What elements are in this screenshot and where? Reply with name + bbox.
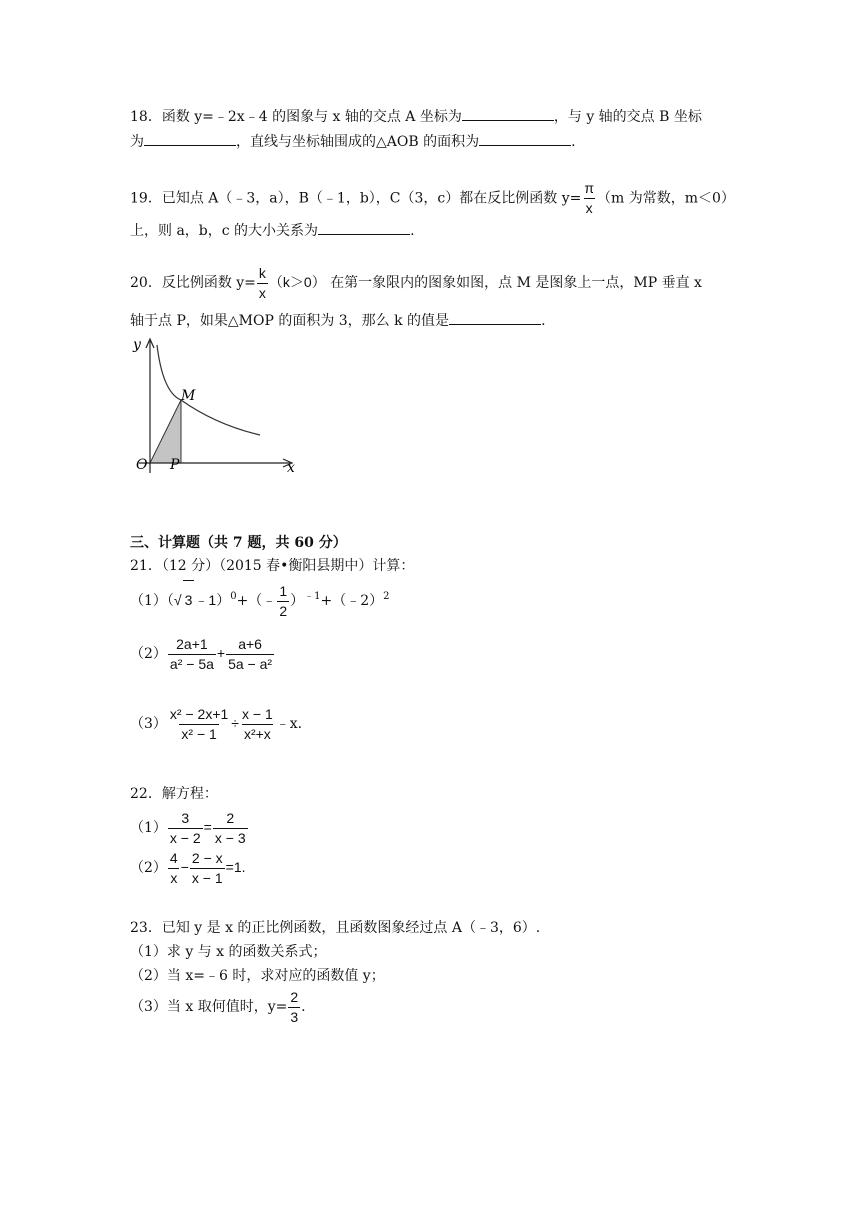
q21-1-plus2: +（﹣2）: [320, 593, 384, 609]
q21-3-num1: x² − 2x+1: [169, 705, 229, 722]
label-p: P: [170, 457, 180, 473]
q18-answer-blank-b[interactable]: [144, 131, 236, 146]
q19-text3: 上，则 a，b，c 的大小关系为: [130, 223, 319, 239]
q22-1-num1: 3: [181, 809, 190, 826]
q21-2-den2: 5a − a²: [228, 655, 273, 672]
label-m: M: [181, 388, 196, 404]
q19-fraction: [582, 180, 596, 217]
q20-line1: [130, 264, 702, 302]
q20-text2: 在第一象限内的图象如图，点 M 是图象上一点，MP 垂直 x: [330, 275, 702, 291]
q23-item2: （2）当 x=﹣6 时，求对应的函数值 y；: [130, 968, 385, 984]
q18-answer-blank-a[interactable]: [462, 106, 554, 121]
q21-3-den2: x²+x: [243, 725, 271, 742]
label-o: O: [136, 457, 148, 473]
q19-line1: [130, 180, 735, 217]
q23-3-num: 2: [290, 988, 299, 1005]
q19-text: 19．已知点 A（﹣3，a），B（﹣1，b），C（3，c）都在反比例函数 y=: [130, 190, 582, 207]
q21-3-den1: x² − 1: [181, 725, 217, 742]
q21-3-fraction1: [168, 706, 230, 743]
q20-condition: （k＞0）: [268, 274, 326, 290]
q22-2-den1: x: [170, 869, 178, 886]
q18-line1: [130, 106, 702, 127]
q21-2-den1: a² − 5a: [169, 655, 214, 672]
q22-item1: [130, 808, 249, 847]
q21-1-exp0: 0: [230, 591, 237, 602]
q21-2-fraction2: [226, 636, 274, 673]
q21-1-radicand: 3: [183, 580, 195, 619]
q22-2-fraction2: [190, 850, 225, 887]
q22-item2: [130, 848, 246, 887]
q20-graph-figure: [125, 333, 310, 478]
q22-2-num1: 4: [169, 849, 178, 866]
q21-2-label: （2）: [130, 646, 167, 662]
q19-answer-blank[interactable]: [318, 220, 410, 235]
q21-3-op: ÷: [231, 715, 239, 731]
q21-head: 21．（12 分）（2015 春•衡阳县期中）计算：: [130, 558, 415, 574]
q22-2-num2: 2 − x: [191, 849, 223, 866]
q21-2-op: +: [216, 645, 226, 661]
q22-1-fraction2: [213, 810, 248, 847]
q18-answer-blank-area[interactable]: [479, 131, 571, 146]
q23-head: 23．已知 y 是 x 的正比例函数，且函数图象经过点 A（﹣3，6）.: [130, 920, 541, 936]
q21-item3: [130, 704, 302, 743]
q21-1-close: ）: [216, 592, 231, 608]
q21-item1: [130, 580, 390, 620]
q21-1-minus: ﹣1: [194, 592, 217, 608]
q20-frac-num: k: [258, 264, 266, 281]
q21-1-close2: ）: [290, 593, 305, 609]
q22-2-op: −: [180, 859, 189, 875]
q19-frac-den: x: [585, 200, 593, 216]
q21-1-fraction: [277, 583, 289, 620]
q21-3-num2: x − 1: [241, 705, 273, 722]
q22-1-num2: 2: [226, 809, 235, 826]
q21-2-fraction1: [168, 636, 216, 673]
q22-2-fraction1: [168, 850, 180, 887]
q20-text: 20．反比例函数 y=: [130, 275, 256, 291]
q20-line2: [130, 310, 546, 331]
q18-text2: ，与 y 轴的交点 B 坐标: [553, 109, 702, 125]
q18-text: 18．函数 y=﹣2x﹣4 的图象与 x 轴的交点 A 坐标为: [130, 109, 462, 125]
q18-text3: 为: [130, 134, 144, 150]
q23-item3: [130, 988, 306, 1026]
q23-item1: （1）求 y 与 x 的函数关系式；: [130, 944, 327, 960]
q22-1-eq: =: [203, 819, 212, 835]
q21-1-exp2: 2: [383, 591, 390, 602]
q22-1-den1: x − 2: [169, 829, 201, 846]
label-y: y: [133, 337, 141, 353]
label-x: x: [287, 460, 295, 476]
sqrt-symbol: √: [173, 592, 182, 608]
q21-item2: [130, 634, 275, 673]
q20-answer-blank[interactable]: [449, 310, 541, 325]
q22-1-den2: x − 3: [214, 829, 246, 846]
q23-3-tail: .: [301, 999, 306, 1015]
q21-1-plus1: +（﹣: [236, 593, 277, 609]
section-3-heading: 三、计算题（共 7 题，共 60 分）: [130, 535, 347, 551]
q20-frac-den: x: [258, 284, 266, 301]
q22-2-den2: x − 1: [191, 869, 223, 886]
q18-text4: ，直线与坐标轴围成的△AOB 的面积为: [236, 134, 480, 150]
q20-fraction: [257, 265, 268, 302]
q22-1-fraction1: [168, 810, 203, 847]
q20-text3: 轴于点 P，如果△MOP 的面积为 3，那么 k 的值是: [130, 313, 450, 329]
q21-1-open: （: [166, 592, 174, 608]
q21-1-frac-den: 2: [279, 602, 288, 619]
q21-2-num2: a+6: [238, 635, 262, 652]
q23-3-text: （3）当 x 取何值时，y=: [130, 999, 288, 1015]
q19-text2: （m 为常数，m＜0）: [597, 190, 735, 207]
q21-2-num1: 2a+1: [176, 635, 208, 652]
q23-3-den: 3: [290, 1008, 299, 1025]
triangle-mop-shaded: [150, 400, 181, 463]
q22-2-tail: =1.: [225, 859, 246, 875]
q21-3-tail: ﹣x.: [275, 716, 303, 732]
q21-1-frac-num: 1: [279, 582, 288, 599]
q18-text5: .: [571, 134, 576, 150]
q21-1-expm1: ﹣1: [304, 591, 321, 602]
q21-1-label: （1）: [130, 593, 167, 609]
q20-text4: .: [541, 313, 546, 329]
q19-frac-num: π: [584, 180, 595, 196]
q18-line2: [130, 131, 576, 152]
q22-2-label: （2）: [130, 860, 167, 876]
q23-3-fraction: [288, 989, 300, 1026]
q21-3-fraction2: [240, 706, 275, 743]
q21-3-label: （3）: [130, 716, 167, 732]
q19-line2: [130, 220, 415, 241]
q19-text4: .: [410, 223, 415, 239]
q22-head: 22．解方程：: [130, 786, 218, 802]
q22-1-label: （1）: [130, 820, 167, 836]
